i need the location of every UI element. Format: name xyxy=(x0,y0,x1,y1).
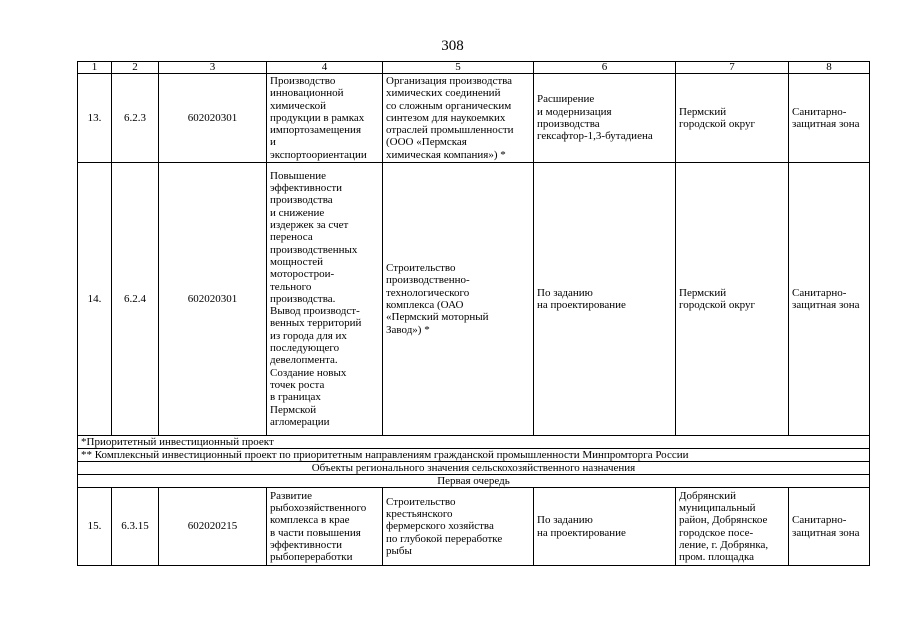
row-purpose: Расширение и модернизация производства гексафтор-1,3-бутадиена xyxy=(534,74,676,163)
row-location: Пермский городской округ xyxy=(676,74,789,163)
subsection-title: Первая очередь xyxy=(78,475,870,488)
row-purpose: По заданию на проектирование xyxy=(534,163,676,436)
column-number: 7 xyxy=(676,62,789,74)
column-number-row xyxy=(78,62,870,74)
row-location: Пермский городской округ xyxy=(676,163,789,436)
column-number: 2 xyxy=(112,62,159,74)
column-number: 4 xyxy=(267,62,383,74)
section-row xyxy=(78,462,870,475)
footnote-row xyxy=(78,449,870,462)
row-object: Строительство крестьянского фермерского хозяйства по глубокой переработке рыбы xyxy=(383,488,534,566)
row-oktmo: 602020301 xyxy=(159,163,267,436)
row-purpose: По заданию на проектирование xyxy=(534,488,676,566)
row-program: Развитие рыбохозяйственного комплекса в крае в части повышения эффективности рыбопереработки xyxy=(267,488,383,566)
row-oktmo: 602020301 xyxy=(159,74,267,163)
table-row xyxy=(78,488,870,566)
footnote-row xyxy=(78,436,870,449)
column-number: 3 xyxy=(159,62,267,74)
row-code: 6.3.15 xyxy=(112,488,159,566)
row-oktmo: 602020215 xyxy=(159,488,267,566)
row-object: Организация производства химических соединений со сложным органическим синтезом для наукоемких отраслей промышленности (ООО «Пермская химическая компания») * xyxy=(383,74,534,163)
row-zone: Санитарно- защитная зона xyxy=(789,74,870,163)
footnote-priority: *Приоритетный инвестиционный проект xyxy=(78,436,870,449)
row-code: 6.2.3 xyxy=(112,74,159,163)
table-row xyxy=(78,163,870,436)
row-code: 6.2.4 xyxy=(112,163,159,436)
row-object: Строительство производственно- технологического комплекса (ОАО «Пермский моторный Завод») * xyxy=(383,163,534,436)
row-location: Добрянский муниципальный район, Добрянское городское посе- ление, г. Добрянка, пром. площадка xyxy=(676,488,789,566)
column-number: 6 xyxy=(534,62,676,74)
column-number: 5 xyxy=(383,62,534,74)
column-number: 8 xyxy=(789,62,870,74)
table-row xyxy=(78,74,870,163)
section-title: Объекты регионального значения сельскохозяйственного назначения xyxy=(78,462,870,475)
subsection-row xyxy=(78,475,870,488)
row-number: 13. xyxy=(78,74,112,163)
planning-table xyxy=(77,61,870,566)
row-number: 15. xyxy=(78,488,112,566)
page-number: 308 xyxy=(441,38,464,54)
footnote-complex: ** Комплексный инвестиционный проект по приоритетным направлениям гражданской промышленности Минпромторга России xyxy=(78,449,870,462)
row-zone: Санитарно- защитная зона xyxy=(789,488,870,566)
row-number: 14. xyxy=(78,163,112,436)
row-program: Повышение эффективности производства и снижение издержек за счет переноса производственных мощностей моторострои- тельного производства. Вывод производст- венных территорий из города для их последующего девелопмента. Создание новых точек роста в границах Пермской агломерации xyxy=(267,163,383,436)
row-program: Производство инновационной химической продукции в рамках импортозамещения и экспортоориентации xyxy=(267,74,383,163)
column-number: 1 xyxy=(78,62,112,74)
row-zone: Санитарно- защитная зона xyxy=(789,163,870,436)
